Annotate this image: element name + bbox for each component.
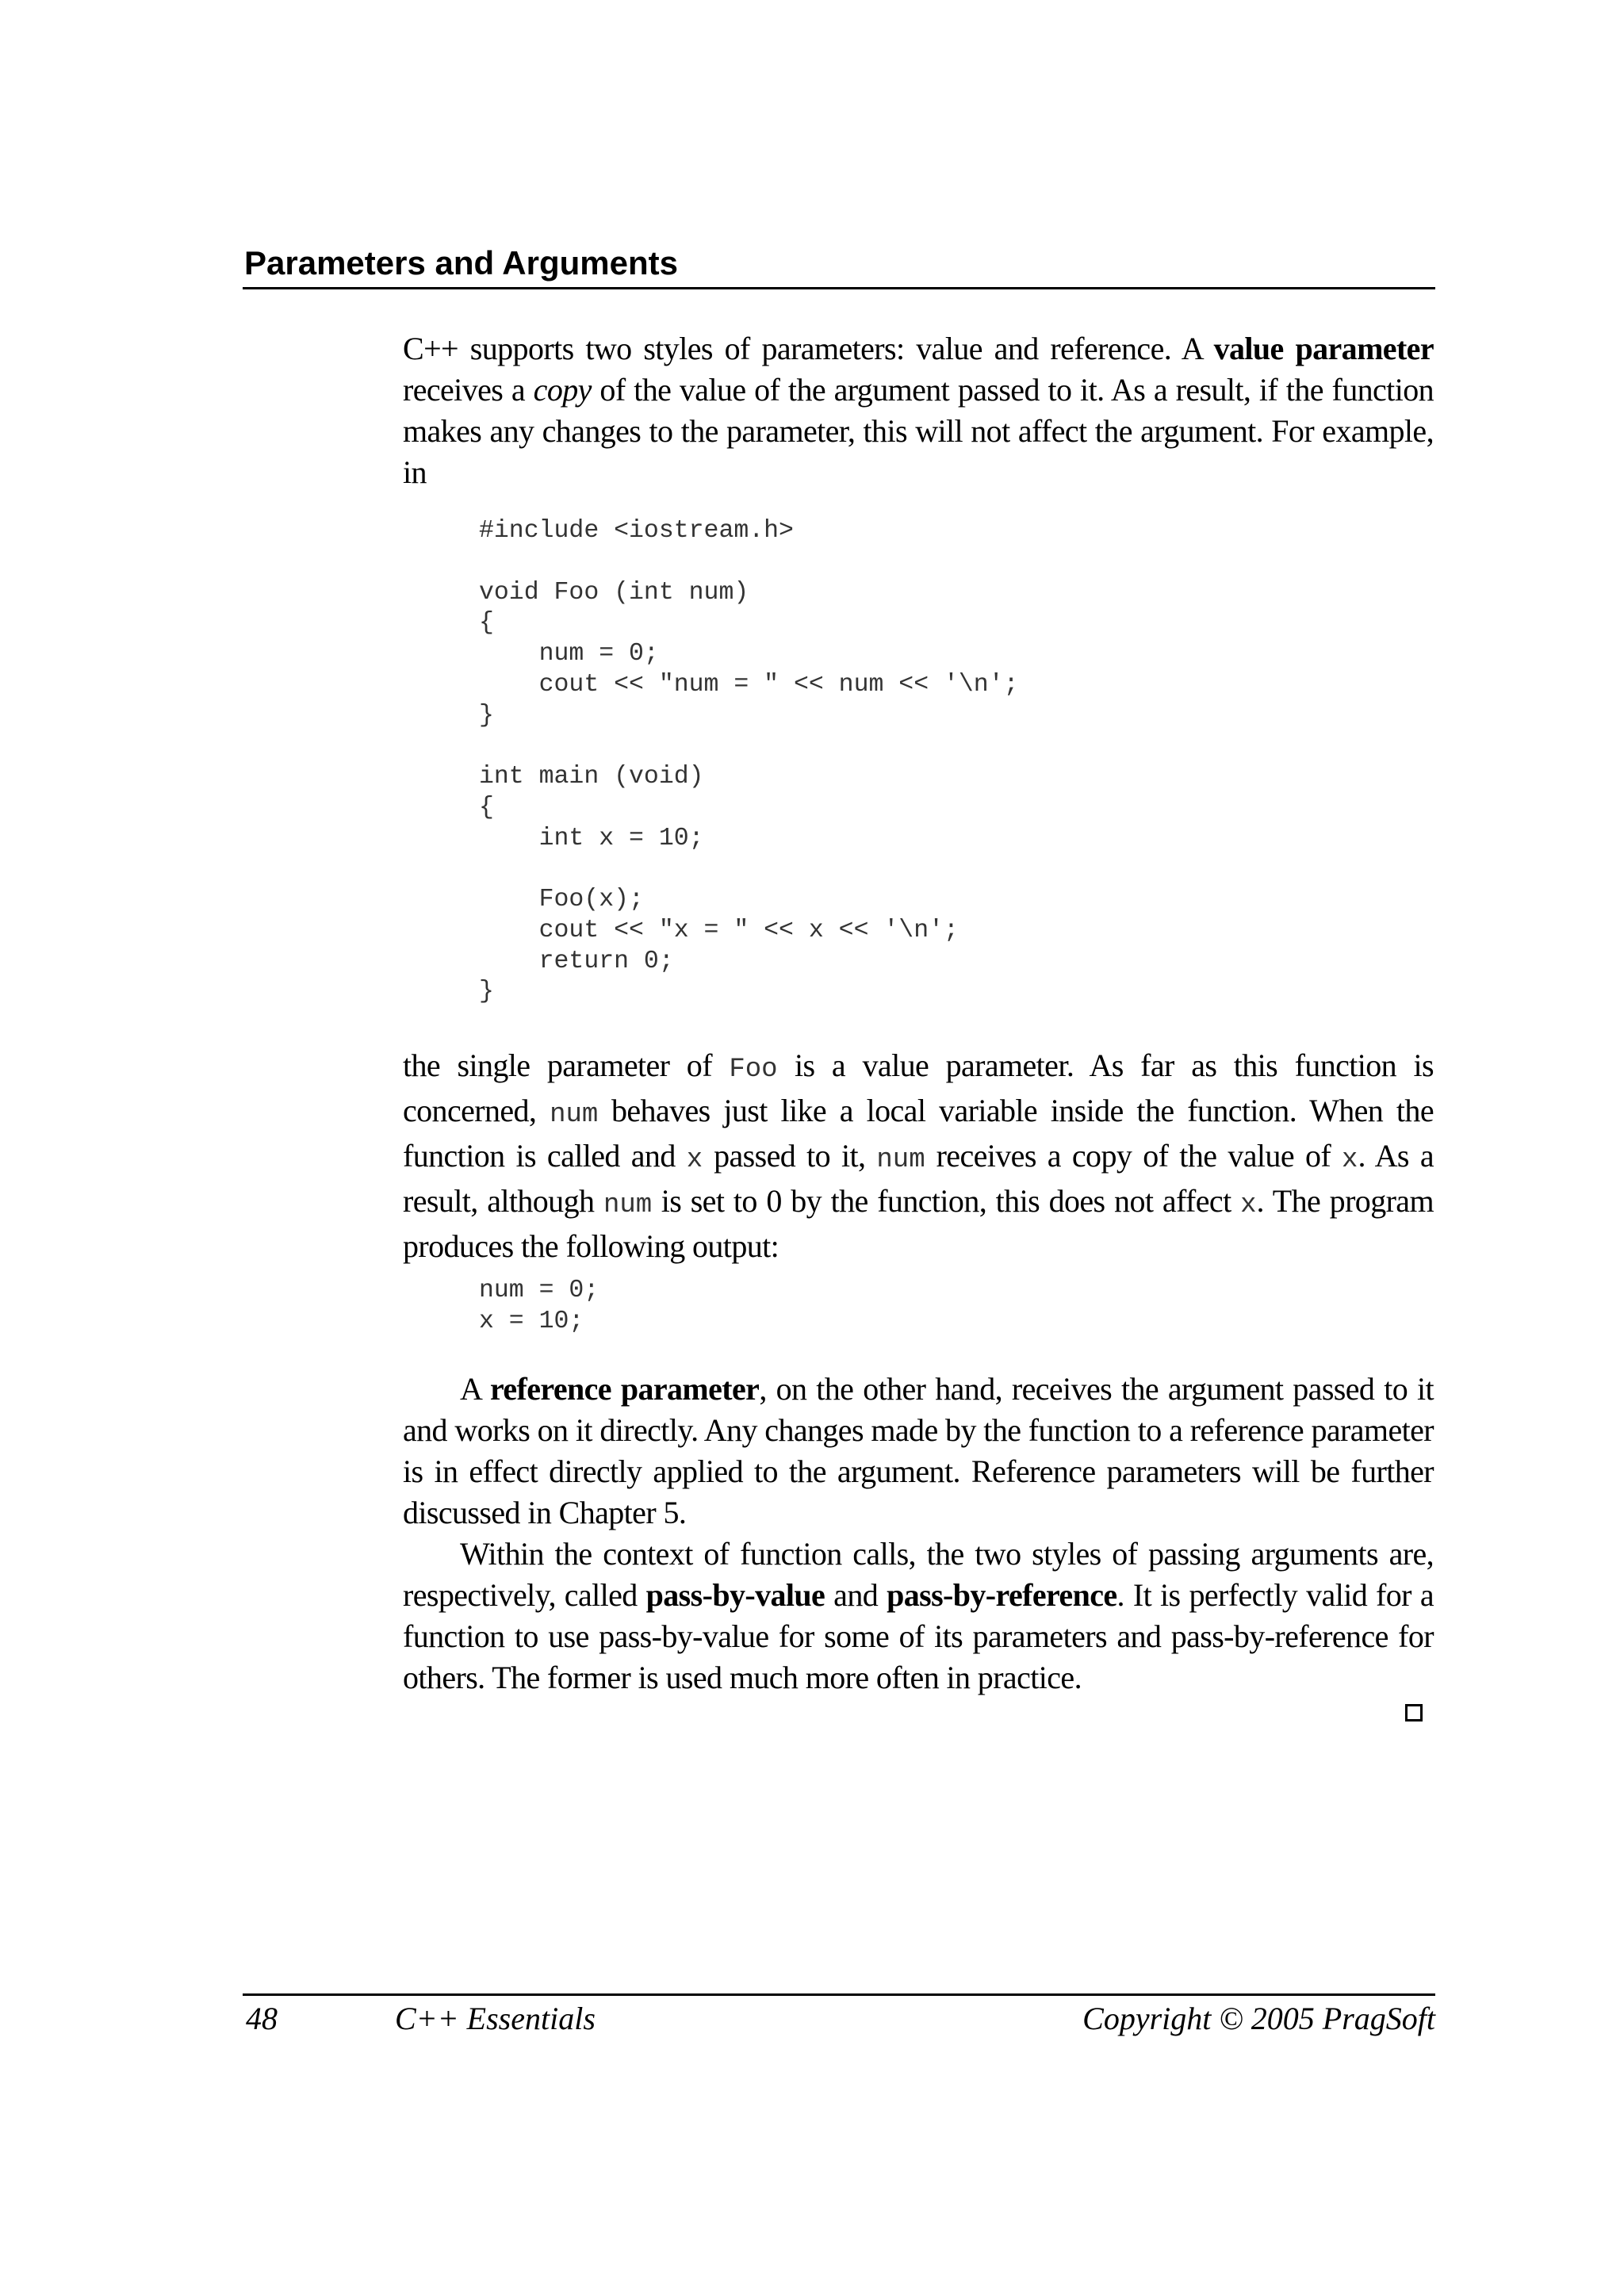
text: is a value parameter. As far as this function is concerned,	[403, 1047, 1434, 1128]
section-title: Parameters and Arguments	[244, 244, 678, 281]
text: and	[825, 1577, 887, 1613]
end-of-section-square-icon	[1405, 1704, 1423, 1721]
term-reference-parameter: reference parameter	[489, 1371, 760, 1407]
text: . The program produces the following output:	[403, 1183, 1434, 1264]
code-inline: num	[876, 1145, 925, 1175]
program-output: num = 0; x = 10;	[479, 1277, 599, 1335]
code-inline: Foo	[729, 1055, 778, 1085]
code-listing: #include <iostream.h> void Foo (int num) { num = 0; cout << "num = " << num << '\n'; } int main (void) { int x = 10; Foo(x); cout << "x = " << x << '\n'; return 0; }	[479, 517, 1019, 1006]
term-value-parameter: value parameter	[1213, 331, 1434, 366]
code-inline: x	[1342, 1145, 1358, 1175]
text: behaves just like a local variable inside the function. When the function is called and	[403, 1093, 1434, 1174]
text: of the value of the argument passed to it. As a result, if the function makes any changes to the parameter, this will not affect the argument. For example, in	[403, 372, 1434, 490]
text: Within the context of function calls, the two styles of passing arguments are, respectively, called	[403, 1536, 1434, 1613]
emphasis-copy: copy	[533, 372, 592, 408]
text: A	[460, 1371, 490, 1407]
text: the single parameter of	[403, 1047, 730, 1083]
text: C++ supports two styles of parameters: value and reference. A	[403, 331, 1214, 366]
text: . As a result, although	[403, 1138, 1434, 1219]
copyright-notice: Copyright © 2005 PragSoft	[1082, 2001, 1435, 2036]
code-inline: x	[686, 1145, 703, 1175]
term-pass-by-reference: pass-by-reference	[887, 1577, 1117, 1613]
code-inline: num	[550, 1100, 599, 1130]
paragraph-explanation	[403, 1045, 1434, 1267]
text: . It is perfectly valid for a function to use pass-by-value for some of its parameters and pass-by-reference for others. The former is used much more often in practice.	[403, 1577, 1434, 1695]
text: passed to it,	[703, 1138, 877, 1174]
code-inline: num	[603, 1190, 653, 1220]
text: , on the other hand, receives the argument passed to it and works on it directly. Any changes made by the function to a reference parameter is in effect directly applied to the argument. Reference parameters will be further discussed in Chapter 5.	[403, 1371, 1434, 1530]
page-number: 48	[246, 2001, 278, 2036]
paragraph-value-parameter	[403, 328, 1434, 493]
text: is set to 0 by the function, this does not affect	[652, 1183, 1241, 1219]
book-title: C++ Essentials	[395, 2001, 596, 2036]
text: receives a	[403, 372, 534, 408]
code-inline: x	[1240, 1190, 1257, 1220]
text: receives a copy of the value of	[925, 1138, 1342, 1174]
paragraph-reference	[403, 1369, 1434, 1698]
term-pass-by-value: pass-by-value	[645, 1577, 825, 1613]
title-rule	[243, 287, 1435, 289]
footer-rule	[243, 1993, 1435, 1996]
